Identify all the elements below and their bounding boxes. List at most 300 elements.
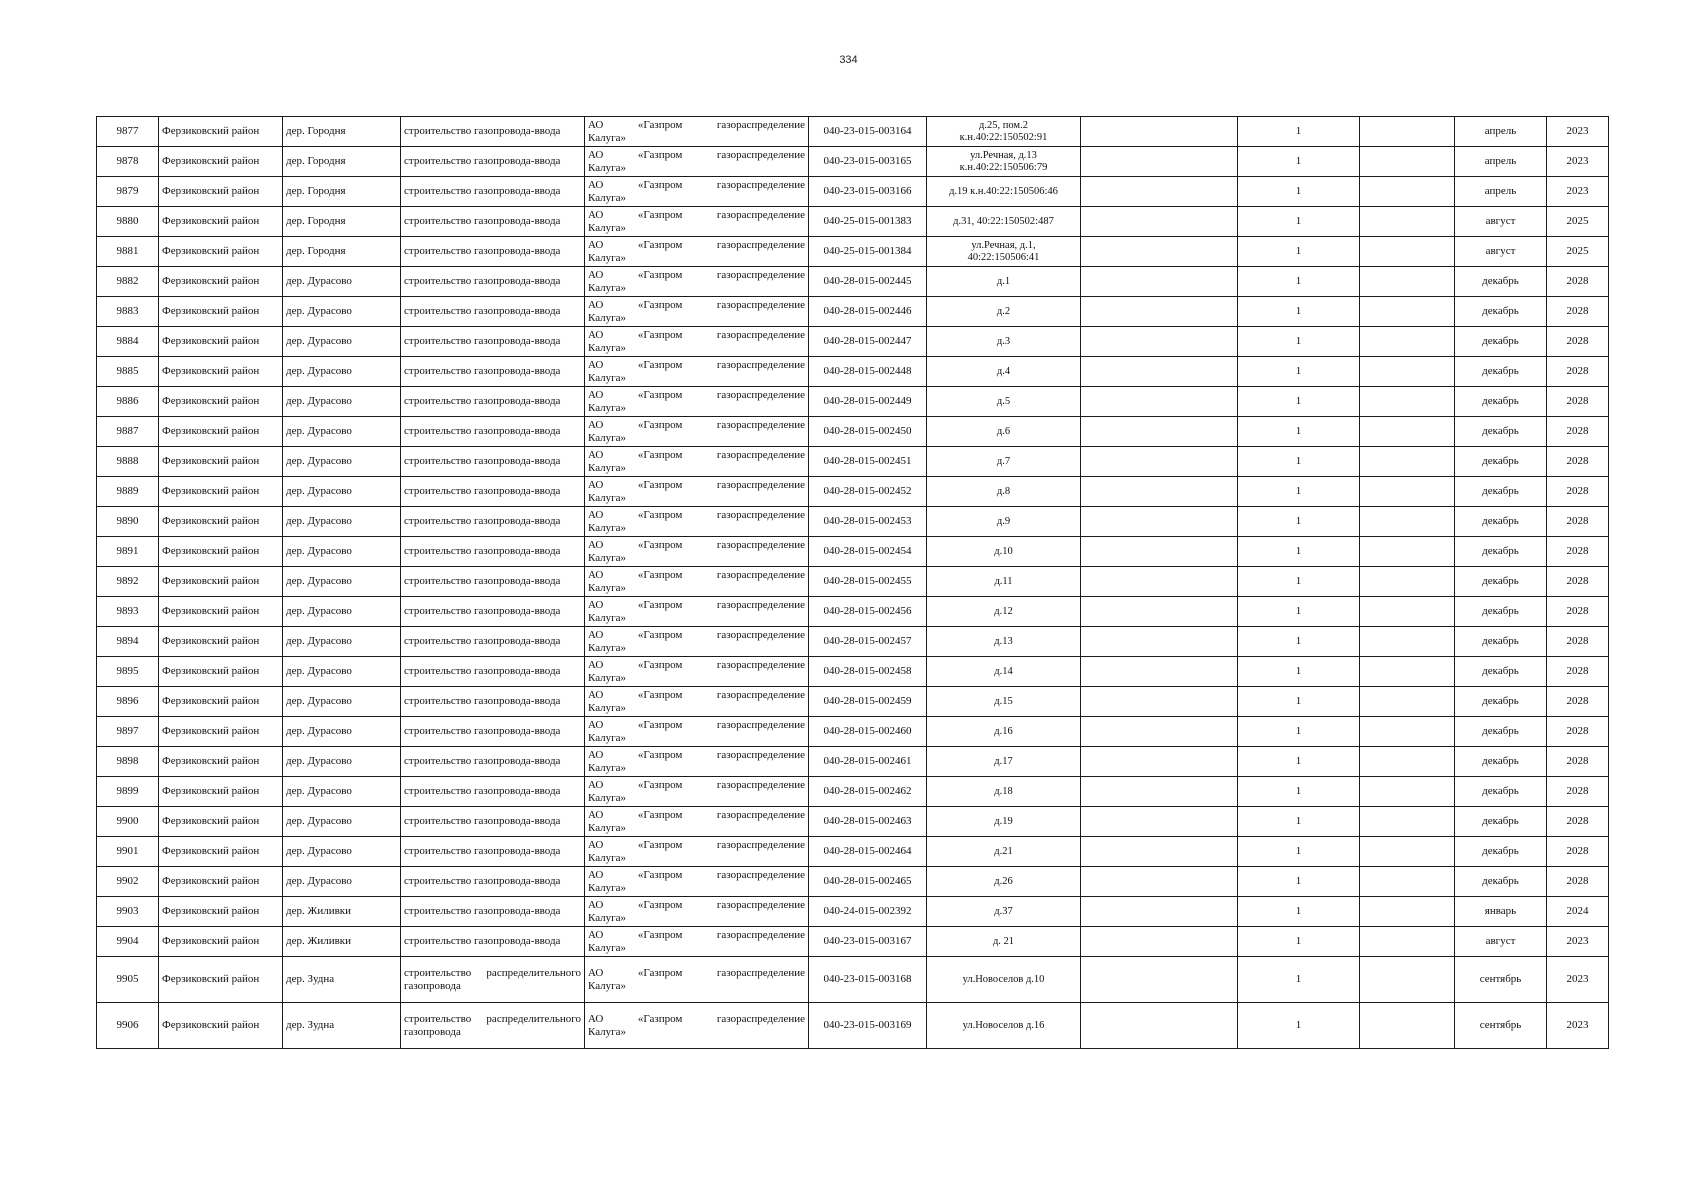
year: 2028 <box>1566 605 1589 617</box>
locality: дер. Жиливки <box>286 935 352 947</box>
year: 2028 <box>1566 365 1589 377</box>
work-type-cell <box>401 567 585 597</box>
month-cell <box>1455 417 1547 447</box>
work-type-cell <box>401 267 585 297</box>
district-cell <box>159 597 283 627</box>
month-cell <box>1455 117 1547 147</box>
row-number-cell <box>97 747 159 777</box>
row-number-cell <box>97 147 159 177</box>
row-number-cell <box>97 867 159 897</box>
work-type: строительство газопровода-ввода <box>404 455 561 467</box>
org-name-part: «Газпром <box>637 568 683 581</box>
quantity: 1 <box>1295 515 1302 527</box>
organization-cell <box>585 867 809 897</box>
org-form: АО <box>588 478 604 491</box>
object-code: 040-28-015-002460 <box>823 725 912 737</box>
table-row <box>97 927 1609 957</box>
work-type-cell <box>401 447 585 477</box>
org-name-part: газораспределение <box>716 628 805 641</box>
year: 2028 <box>1566 425 1589 437</box>
year-cell <box>1547 387 1609 417</box>
org-form: АО <box>588 238 604 251</box>
object-code: 040-28-015-002463 <box>823 815 912 827</box>
empty-cell <box>1081 807 1238 837</box>
org-name-part: «Газпром <box>637 598 683 611</box>
month-cell <box>1455 477 1547 507</box>
year: 2028 <box>1566 305 1589 317</box>
address-line-2: к.н.40:22:150502:91 <box>959 131 1048 143</box>
row-number: 9905 <box>116 973 139 985</box>
org-name-part: «Газпром <box>637 838 683 851</box>
page-number: 334 <box>839 54 858 66</box>
empty-cell <box>1081 297 1238 327</box>
year: 2023 <box>1566 935 1589 947</box>
address-cell <box>927 597 1081 627</box>
row-number-cell <box>97 177 159 207</box>
locality: дер. Дурасово <box>286 335 352 347</box>
year: 2023 <box>1566 125 1589 137</box>
org-form: АО <box>588 838 604 851</box>
org-city: Калуга» <box>588 731 627 744</box>
organization-cell <box>585 837 809 867</box>
org-name-part: газораспределение <box>716 838 805 851</box>
work-type: строительство распределительного газопровода <box>404 1012 581 1038</box>
quantity: 1 <box>1295 605 1302 617</box>
work-type-cell <box>401 297 585 327</box>
empty-cell <box>1360 567 1455 597</box>
org-city: Калуга» <box>588 281 627 294</box>
locality-cell <box>283 537 401 567</box>
work-type: строительство газопровода-ввода <box>404 215 561 227</box>
org-form: АО <box>588 178 604 191</box>
year-cell <box>1547 597 1609 627</box>
row-number-cell <box>97 477 159 507</box>
org-form: АО <box>588 966 604 979</box>
quantity-cell <box>1238 537 1360 567</box>
locality-cell <box>283 747 401 777</box>
organization-cell <box>585 807 809 837</box>
quantity: 1 <box>1295 395 1302 407</box>
org-form: АО <box>588 418 604 431</box>
year: 2028 <box>1566 395 1589 407</box>
row-number-cell <box>97 717 159 747</box>
quantity-cell <box>1238 1003 1360 1049</box>
district-cell <box>159 927 283 957</box>
org-city: Калуга» <box>588 641 627 654</box>
object-code: 040-28-015-002459 <box>823 695 912 707</box>
quantity-cell <box>1238 837 1360 867</box>
district: Ферзиковский район <box>162 905 260 917</box>
address-cell <box>927 117 1081 147</box>
organization-cell <box>585 447 809 477</box>
row-number-cell <box>97 807 159 837</box>
empty-cell <box>1081 627 1238 657</box>
org-name-part: газораспределение <box>716 478 805 491</box>
object-code-cell <box>809 597 927 627</box>
quantity: 1 <box>1295 725 1302 737</box>
org-city: Калуга» <box>588 341 627 354</box>
org-name-part: «Газпром <box>637 898 683 911</box>
year-cell <box>1547 897 1609 927</box>
org-name-part: «Газпром <box>637 238 683 251</box>
address-cell <box>927 747 1081 777</box>
empty-cell <box>1360 507 1455 537</box>
empty-cell <box>1360 267 1455 297</box>
address-cell <box>927 207 1081 237</box>
work-type: строительство газопровода-ввода <box>404 695 561 707</box>
district-cell <box>159 777 283 807</box>
org-name-part: газораспределение <box>716 328 805 341</box>
locality: дер. Городня <box>286 215 346 227</box>
empty-cell <box>1081 147 1238 177</box>
empty-cell <box>1360 117 1455 147</box>
address-cell <box>927 147 1081 177</box>
month: декабрь <box>1482 485 1519 497</box>
org-city: Калуга» <box>588 1025 627 1038</box>
locality: дер. Городня <box>286 245 346 257</box>
table-row <box>97 567 1609 597</box>
work-type: строительство газопровода-ввода <box>404 245 561 257</box>
locality-cell <box>283 267 401 297</box>
work-type-cell <box>401 357 585 387</box>
table-row <box>97 477 1609 507</box>
quantity-cell <box>1238 807 1360 837</box>
org-city: Калуга» <box>588 221 627 234</box>
org-form: АО <box>588 1012 604 1025</box>
object-code: 040-28-015-002462 <box>823 785 912 797</box>
district-cell <box>159 657 283 687</box>
object-code-cell <box>809 627 927 657</box>
empty-cell <box>1081 387 1238 417</box>
address-cell <box>927 477 1081 507</box>
organization-cell <box>585 417 809 447</box>
locality: дер. Дурасово <box>286 305 352 317</box>
quantity: 1 <box>1295 485 1302 497</box>
row-number: 9887 <box>116 425 139 437</box>
org-form: АО <box>588 718 604 731</box>
locality-cell <box>283 687 401 717</box>
year: 2028 <box>1566 275 1589 287</box>
quantity-cell <box>1238 657 1360 687</box>
object-code: 040-28-015-002447 <box>823 335 912 347</box>
row-number-cell <box>97 957 159 1003</box>
district-cell <box>159 537 283 567</box>
empty-cell <box>1360 1003 1455 1049</box>
empty-cell <box>1360 657 1455 687</box>
address-cell <box>927 177 1081 207</box>
organization-cell <box>585 207 809 237</box>
locality: дер. Дурасово <box>286 815 352 827</box>
address-cell <box>927 567 1081 597</box>
quantity-cell <box>1238 687 1360 717</box>
org-name-part: газораспределение <box>716 448 805 461</box>
work-type-cell <box>401 897 585 927</box>
locality-cell <box>283 177 401 207</box>
month: декабрь <box>1482 695 1519 707</box>
row-number-cell <box>97 537 159 567</box>
quantity-cell <box>1238 447 1360 477</box>
row-number-cell <box>97 897 159 927</box>
month-cell <box>1455 807 1547 837</box>
object-code-cell <box>809 897 927 927</box>
organization-cell <box>585 477 809 507</box>
organization-cell <box>585 567 809 597</box>
address-line-2: к.н.40:22:150506:79 <box>959 161 1048 173</box>
object-code-cell <box>809 807 927 837</box>
object-code-cell <box>809 957 927 1003</box>
district: Ферзиковский район <box>162 335 260 347</box>
locality-cell <box>283 867 401 897</box>
object-code-cell <box>809 387 927 417</box>
empty-cell <box>1360 717 1455 747</box>
empty-cell <box>1081 327 1238 357</box>
address-cell <box>927 897 1081 927</box>
org-name-part: «Газпром <box>637 268 683 281</box>
work-type-cell <box>401 117 585 147</box>
row-number-cell <box>97 507 159 537</box>
locality-cell <box>283 207 401 237</box>
locality-cell <box>283 357 401 387</box>
address-cell <box>927 387 1081 417</box>
work-type-cell <box>401 627 585 657</box>
district-cell <box>159 177 283 207</box>
quantity: 1 <box>1295 215 1302 227</box>
district: Ферзиковский район <box>162 395 260 407</box>
district-cell <box>159 297 283 327</box>
row-number: 9898 <box>116 755 139 767</box>
org-city: Калуга» <box>588 131 627 144</box>
organization-cell <box>585 147 809 177</box>
table-row <box>97 837 1609 867</box>
locality: дер. Дурасово <box>286 485 352 497</box>
address-line-1: д.19 <box>994 815 1013 827</box>
address-line-1: д.14 <box>994 665 1013 677</box>
row-number: 9879 <box>116 185 139 197</box>
year-cell <box>1547 177 1609 207</box>
year: 2028 <box>1566 755 1589 767</box>
object-code-cell <box>809 687 927 717</box>
row-number-cell <box>97 297 159 327</box>
empty-cell <box>1360 297 1455 327</box>
org-name-part: «Газпром <box>637 928 683 941</box>
organization-cell <box>585 717 809 747</box>
quantity: 1 <box>1295 1019 1302 1031</box>
locality: дер. Дурасово <box>286 875 352 887</box>
quantity: 1 <box>1295 185 1302 197</box>
empty-cell <box>1360 867 1455 897</box>
district: Ферзиковский район <box>162 845 260 857</box>
month: декабрь <box>1482 335 1519 347</box>
org-name-part: газораспределение <box>716 298 805 311</box>
row-number: 9906 <box>116 1019 139 1031</box>
month-cell <box>1455 717 1547 747</box>
quantity: 1 <box>1295 695 1302 707</box>
object-code-cell <box>809 267 927 297</box>
row-number: 9892 <box>116 575 139 587</box>
year-cell <box>1547 207 1609 237</box>
year: 2028 <box>1566 875 1589 887</box>
locality: дер. Дурасово <box>286 455 352 467</box>
locality-cell <box>283 417 401 447</box>
row-number-cell <box>97 447 159 477</box>
quantity-cell <box>1238 897 1360 927</box>
month-cell <box>1455 507 1547 537</box>
organization-cell <box>585 297 809 327</box>
table-row <box>97 747 1609 777</box>
year-cell <box>1547 957 1609 1003</box>
row-number: 9890 <box>116 515 139 527</box>
org-name-part: газораспределение <box>716 868 805 881</box>
empty-cell <box>1081 477 1238 507</box>
empty-cell <box>1360 627 1455 657</box>
address-line-1: д.6 <box>996 425 1011 437</box>
org-name-part: газораспределение <box>716 966 805 979</box>
empty-cell <box>1081 447 1238 477</box>
locality-cell <box>283 717 401 747</box>
work-type-cell <box>401 597 585 627</box>
quantity-cell <box>1238 747 1360 777</box>
org-form: АО <box>588 538 604 551</box>
quantity-cell <box>1238 597 1360 627</box>
object-code: 040-23-015-003168 <box>823 973 912 985</box>
locality-cell <box>283 837 401 867</box>
district-cell <box>159 747 283 777</box>
district-cell <box>159 807 283 837</box>
object-code: 040-23-015-003164 <box>823 125 912 137</box>
organization-cell <box>585 897 809 927</box>
empty-cell <box>1081 687 1238 717</box>
row-number-cell <box>97 927 159 957</box>
month: декабрь <box>1482 725 1519 737</box>
table-row <box>97 177 1609 207</box>
empty-cell <box>1081 237 1238 267</box>
object-code-cell <box>809 177 927 207</box>
district: Ферзиковский район <box>162 665 260 677</box>
address-cell <box>927 657 1081 687</box>
locality: дер. Дурасово <box>286 785 352 797</box>
org-form: АО <box>588 568 604 581</box>
district-cell <box>159 507 283 537</box>
district-cell <box>159 147 283 177</box>
district-cell <box>159 477 283 507</box>
empty-cell <box>1360 687 1455 717</box>
organization-cell <box>585 537 809 567</box>
month-cell <box>1455 897 1547 927</box>
row-number: 9880 <box>116 215 139 227</box>
table-row <box>97 357 1609 387</box>
object-code-cell <box>809 357 927 387</box>
year-cell <box>1547 147 1609 177</box>
table-row <box>97 1003 1609 1049</box>
object-code: 040-23-015-003169 <box>823 1019 912 1031</box>
work-type-cell <box>401 687 585 717</box>
quantity: 1 <box>1295 905 1302 917</box>
org-form: АО <box>588 778 604 791</box>
year: 2025 <box>1566 245 1589 257</box>
address-cell <box>927 717 1081 747</box>
empty-cell <box>1360 387 1455 417</box>
address-line-1: д.11 <box>994 575 1013 587</box>
row-number: 9893 <box>116 605 139 617</box>
row-number: 9896 <box>116 695 139 707</box>
empty-cell <box>1081 537 1238 567</box>
month-cell <box>1455 957 1547 1003</box>
year-cell <box>1547 657 1609 687</box>
organization-cell <box>585 597 809 627</box>
month-cell <box>1455 747 1547 777</box>
locality: дер. Дурасово <box>286 695 352 707</box>
address-cell <box>927 297 1081 327</box>
table-row <box>97 867 1609 897</box>
empty-cell <box>1360 747 1455 777</box>
empty-cell <box>1081 897 1238 927</box>
quantity: 1 <box>1295 575 1302 587</box>
month-cell <box>1455 567 1547 597</box>
work-type-cell <box>401 747 585 777</box>
quantity: 1 <box>1295 845 1302 857</box>
work-type: строительство газопровода-ввода <box>404 875 561 887</box>
row-number-cell <box>97 327 159 357</box>
org-city: Калуга» <box>588 761 627 774</box>
quantity: 1 <box>1295 335 1302 347</box>
district-cell <box>159 237 283 267</box>
object-code: 040-24-015-002392 <box>823 905 912 917</box>
org-name-part: газораспределение <box>716 148 805 161</box>
district-cell <box>159 207 283 237</box>
quantity: 1 <box>1295 935 1302 947</box>
org-form: АО <box>588 898 604 911</box>
object-code: 040-28-015-002456 <box>823 605 912 617</box>
work-type: строительство газопровода-ввода <box>404 665 561 677</box>
organization-cell <box>585 117 809 147</box>
locality: дер. Дурасово <box>286 755 352 767</box>
org-city: Калуга» <box>588 491 627 504</box>
table-row <box>97 297 1609 327</box>
org-name-part: «Газпром <box>637 358 683 371</box>
address-line-1: д.9 <box>996 515 1011 527</box>
quantity-cell <box>1238 777 1360 807</box>
district: Ферзиковский район <box>162 635 260 647</box>
object-code-cell <box>809 297 927 327</box>
row-number-cell <box>97 657 159 687</box>
object-code-cell <box>809 147 927 177</box>
quantity: 1 <box>1295 635 1302 647</box>
row-number: 9894 <box>116 635 139 647</box>
quantity-cell <box>1238 267 1360 297</box>
district: Ферзиковский район <box>162 485 260 497</box>
organization-cell <box>585 507 809 537</box>
locality: дер. Дурасово <box>286 635 352 647</box>
row-number: 9895 <box>116 665 139 677</box>
row-number: 9883 <box>116 305 139 317</box>
work-type-cell <box>401 417 585 447</box>
empty-cell <box>1360 357 1455 387</box>
work-type-cell <box>401 717 585 747</box>
month: декабрь <box>1482 515 1519 527</box>
org-city: Калуга» <box>588 581 627 594</box>
district: Ферзиковский район <box>162 245 260 257</box>
org-name-part: газораспределение <box>716 928 805 941</box>
row-number: 9899 <box>116 785 139 797</box>
object-code: 040-28-015-002453 <box>823 515 912 527</box>
locality: дер. Зудна <box>286 1019 335 1031</box>
quantity-cell <box>1238 297 1360 327</box>
year: 2028 <box>1566 845 1589 857</box>
organization-cell <box>585 657 809 687</box>
locality-cell <box>283 477 401 507</box>
district-cell <box>159 837 283 867</box>
year: 2028 <box>1566 485 1589 497</box>
